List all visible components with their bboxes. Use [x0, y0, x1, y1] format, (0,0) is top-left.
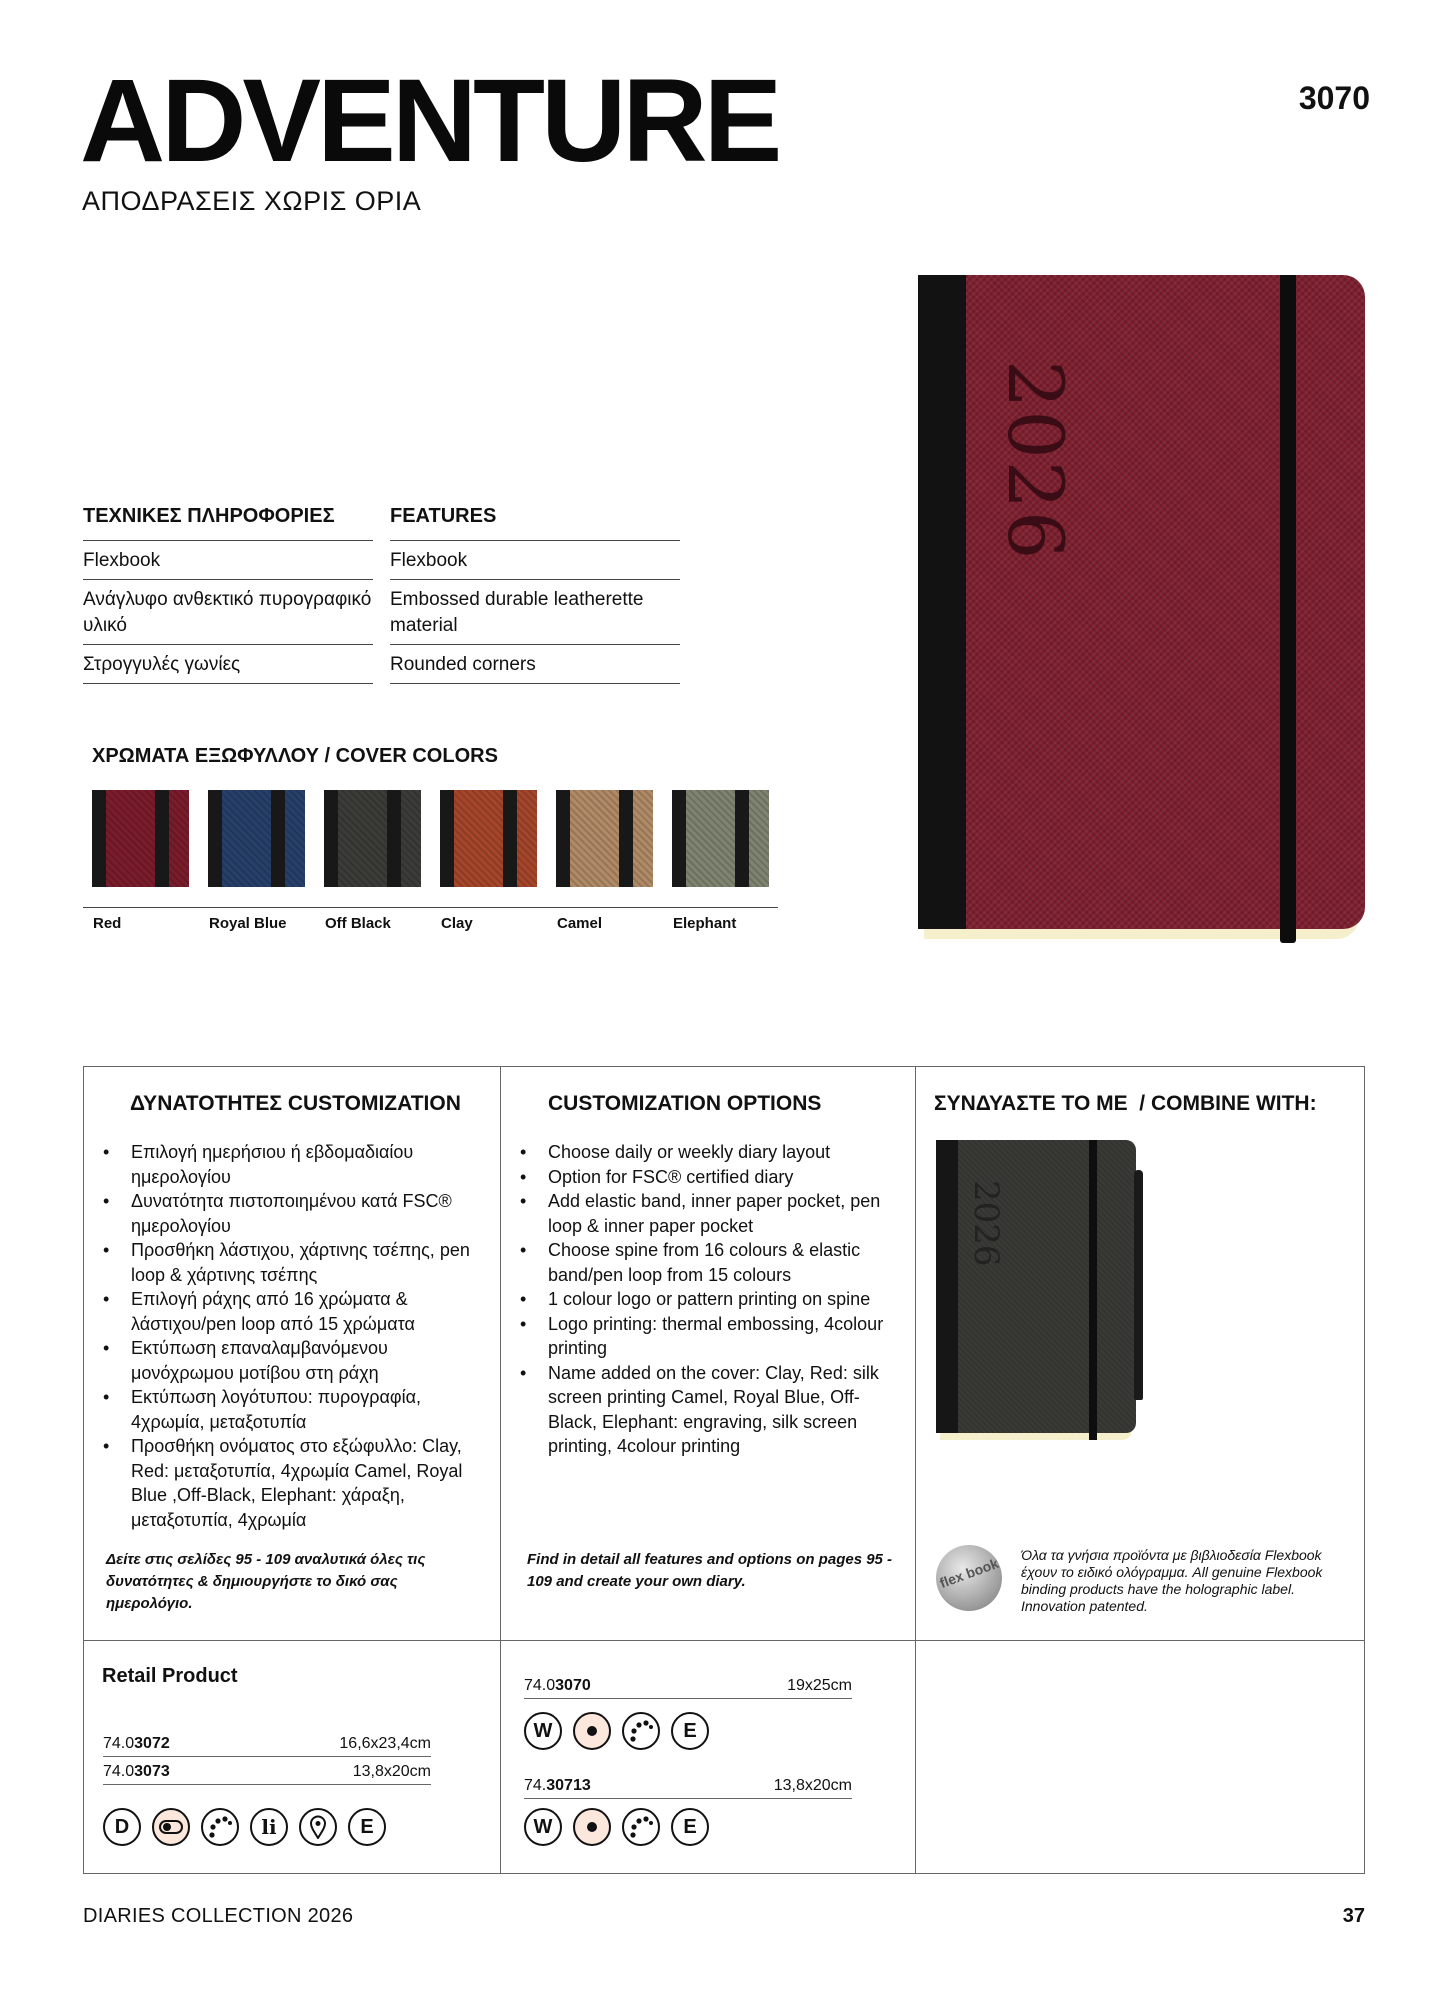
li-icon: li: [250, 1808, 288, 1846]
dot-icon: [573, 1712, 611, 1750]
feature-icons-b: [524, 1712, 709, 1750]
customization-gr-title: ΔΥΝΑΤΟΤΗΤΕΣ CUSTOMIZATION: [130, 1092, 461, 1115]
list-item: • Option for FSC® certified diary: [520, 1165, 900, 1190]
letter-e-icon: E: [671, 1808, 709, 1846]
letter-d-icon: D: [103, 1808, 141, 1846]
color-swatch-label: Clay: [441, 915, 473, 932]
retail-group-a: [103, 1729, 431, 1785]
customization-en-note: Find in detail all features and options on pages 95 - 109 and create your own diary.: [527, 1551, 893, 1590]
dotted-arc-icon: [622, 1808, 660, 1846]
divider: [500, 1066, 501, 1874]
color-swatch-label: Elephant: [673, 915, 737, 932]
color-swatch: [440, 790, 537, 887]
page-subtitle: ΑΠΟΔΡΑΣΕΙΣ ΧΩΡΙΣ ΟΡΙΑ: [82, 186, 422, 216]
list-item: • Add elastic band, inner paper pocket, pen loop & inner paper pocket: [520, 1189, 900, 1238]
list-item: • Choose spine from 16 colours & elastic band/pen loop from 15 colours: [520, 1238, 900, 1287]
combo-notebook-image: [936, 1140, 1136, 1440]
list-item: • Δυνατότητα πιστοποιημένου κατά FSC® ημερολογίου: [103, 1189, 483, 1238]
tech-row: Rounded corners: [390, 645, 680, 684]
retail-group-b: [524, 1671, 852, 1699]
notebook-cover: [918, 275, 1365, 929]
hologram-label-icon: flex book: [936, 1545, 1002, 1611]
list-item: • Επιλογή ράχης από 16 χρώματα & λάστιχου/pen loop από 15 χρώματα: [103, 1287, 483, 1336]
embossed-year: 2026: [966, 1180, 1006, 1267]
combine-title: ΣΥΝΔΥΑΣΤΕ ΤΟ ΜΕ / COMBINE WITH:: [934, 1092, 1317, 1115]
list-item: • Choose daily or weekly diary layout: [520, 1140, 900, 1165]
list-item: • Εκτύπωση επαναλαμβανόμενου μονόχρωμου μοτίβου στη ράχη: [103, 1336, 483, 1385]
feature-icons-a: [103, 1808, 386, 1846]
dot-icon: [573, 1808, 611, 1846]
page-title: ADVENTURE: [80, 55, 779, 187]
color-swatch-label: Red: [93, 915, 122, 932]
notebook-image: [918, 275, 1365, 943]
tech-row: Στρογγυλές γωνίες: [83, 645, 373, 684]
letter-w-icon: W: [524, 1712, 562, 1750]
page-number: 37: [1342, 1905, 1365, 1927]
list-item: • Logo printing: thermal embossing, 4colour printing: [520, 1312, 900, 1361]
footer-collection: DIARIES COLLECTION 2026: [83, 1905, 354, 1927]
tech-row: Embossed durable leatherette material: [390, 580, 680, 645]
color-swatch-label: Camel: [557, 915, 603, 932]
hologram-note: Όλα τα γνήσια προϊόντα με βιβλιοδεσία Flexbook έχουν το ειδικό ολόγραμμα. All genuine Flexbook binding products have the holographic label. Innovation patented.: [1021, 1547, 1323, 1614]
divider: [915, 1066, 916, 1874]
elastic-band: [1280, 275, 1296, 943]
embossed-year: 2026: [991, 360, 1080, 562]
tech-row: Flexbook: [83, 541, 373, 580]
letter-w-icon: W: [524, 1808, 562, 1846]
tech-header-english: FEATURES: [390, 505, 680, 541]
color-swatch: [208, 790, 305, 887]
customization-gr-note: Δείτε στις σελίδες 95 - 109 αναλυτικά όλες τις δυνατότητες & δημιουργήστε το δικό σας ημερολόγιο.: [106, 1551, 426, 1612]
divider: [83, 907, 778, 908]
color-swatch: [672, 790, 769, 887]
divider: [83, 1640, 1365, 1641]
pen-image: [1134, 1170, 1143, 1400]
tech-info-greek: [83, 505, 373, 684]
dotted-arc-icon: [201, 1808, 239, 1846]
tech-row: Ανάγλυφο ανθεκτικό πυρογραφικό υλικό: [83, 580, 373, 645]
list-item: • Προσθήκη λάστιχου, χάρτινης τσέπης, pen loop & χάρτινης τσέπης: [103, 1238, 483, 1287]
product-row: 74.03072 16,6x23,4cm: [103, 1729, 431, 1757]
letter-e-icon: E: [671, 1712, 709, 1750]
product-row: 74.03073 13,8x20cm: [103, 1757, 431, 1785]
notebook-spine: [936, 1140, 958, 1433]
product-row: 74.30713 13,8x20cm: [524, 1771, 852, 1799]
tech-info-english: [390, 505, 680, 684]
color-swatch-label: Off Black: [325, 915, 391, 932]
location-pin-icon: [299, 1808, 337, 1846]
feature-icons-c: [524, 1808, 709, 1846]
color-swatch: [324, 790, 421, 887]
color-swatch-label: Royal Blue: [209, 915, 287, 932]
customization-gr-list: [103, 1140, 483, 1532]
dotted-arc-icon: [622, 1712, 660, 1750]
customization-en-list: [520, 1140, 900, 1459]
list-item: • 1 colour logo or pattern printing on spine: [520, 1287, 900, 1312]
color-swatch: [556, 790, 653, 887]
toggle-icon: [152, 1808, 190, 1846]
tech-header-greek: ΤΕΧΝΙΚΕΣ ΠΛΗΡΟΦΟΡΙΕΣ: [83, 505, 373, 541]
elastic-band: [1089, 1140, 1097, 1440]
product-row: 74.03070 19x25cm: [524, 1671, 852, 1699]
tech-row: Flexbook: [390, 541, 680, 580]
list-item: • Name added on the cover: Clay, Red: silk screen printing Camel, Royal Blue, Off-Black, Elephant: engraving, silk screen printing, 4colour printing: [520, 1361, 900, 1459]
list-item: • Επιλογή ημερήσιου ή εβδομαδιαίου ημερολογίου: [103, 1140, 483, 1189]
retail-title: Retail Product: [102, 1665, 238, 1687]
product-code: 3070: [1298, 80, 1370, 116]
retail-group-c: [524, 1771, 852, 1799]
list-item: • Προσθήκη ονόματος στο εξώφυλλο: Clay, Red: μεταξοτυπία, 4χρωμία Camel, Royal Blue ,Off-Black, Elephant: χάραξη, μεταξοτυπία, 4χρωμία: [103, 1434, 483, 1532]
notebook-spine: [918, 275, 966, 929]
cover-colors-title: ΧΡΩΜΑΤΑ ΕΞΩΦΥΛΛΟΥ / COVER COLORS: [92, 745, 498, 767]
color-swatch: [92, 790, 189, 887]
letter-e-icon: E: [348, 1808, 386, 1846]
list-item: • Εκτύπωση λογότυπου: πυρογραφία, 4χρωμία, μεταξοτυπία: [103, 1385, 483, 1434]
customization-en-title: CUSTOMIZATION OPTIONS: [548, 1092, 822, 1115]
